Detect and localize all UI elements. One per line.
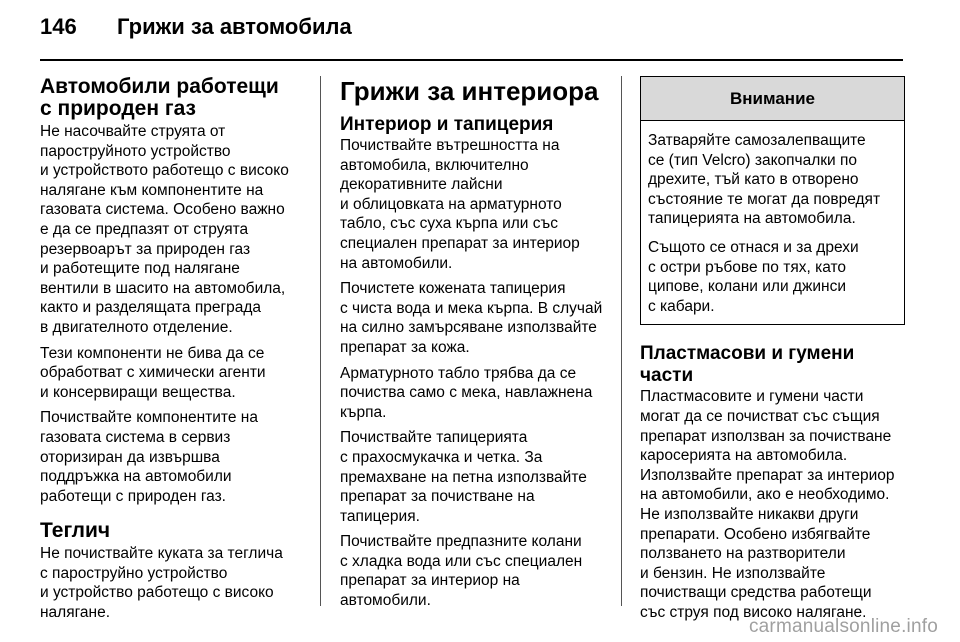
section-heading-natural-gas: Автомобили работещи с природен газ — [40, 75, 279, 120]
section-heading-interior-care: Грижи за интериора — [340, 76, 599, 106]
caution-title: Внимание — [641, 77, 904, 121]
section-heading-plastic-rubber: Пластмасови и гумени части — [640, 343, 855, 387]
header-rule — [40, 59, 903, 61]
caution-body — [641, 121, 904, 324]
paragraph: Същото се отнася и за дрехи с остри ръбове по тях, като ципове, колани или джинси с кабари. — [648, 238, 859, 315]
paragraph: Не насочвайте струята от пароструйното устройство и устройството работещо с високо налягане към компонентите на газовата система. Особено важно е да се предпазят от струята резервоарът за природен газ и работещите под налягане вентили в шасито на автомобила, както и разделящата преграда в двигателното отделение. — [40, 123, 289, 336]
paragraph: Почиствайте компонентите на газовата система в сервиз оторизиран да извършва поддръжка на автомобили работещи с природен газ. — [40, 409, 258, 505]
page-title: Грижи за автомобила — [117, 14, 352, 39]
paragraph: Почиствайте предпазните колани с хладка вода или със специален препарат за интериор на автомобили. — [340, 533, 583, 610]
column-middle — [340, 76, 606, 617]
paragraph: Почистете кожената тапицерия с чиста вода и мека кърпа. В случай на силно замърсяване използвайте препарат за кожа. — [340, 280, 603, 356]
paragraph: Не почиствайте куката за теглича с пароструйно устройство и устройство работещо с високо налягане. — [40, 545, 283, 622]
page-number: 146 — [40, 14, 77, 39]
paragraph: Арматурното табло трябва да се почиства само с мека, навлажнена кърпа. — [340, 364, 593, 421]
caution-box — [640, 76, 905, 325]
paragraph: Тези компоненти не бива да се обработват с химически агенти и консервиращи вещества. — [40, 344, 266, 401]
section-heading-towbar: Теглич — [40, 519, 111, 543]
column-right — [640, 76, 905, 628]
paragraph: Затваряйте самозалепващите се (тип Velcro) закопчалки по дрехите, тъй като в отворено състояние те могат да повредят тапицерията на автомобила. — [648, 132, 881, 228]
subheading-interior-upholstery: Интериор и тапицерия — [340, 114, 554, 135]
page-header — [40, 14, 352, 52]
paragraph: Пластмасовите и гумени части могат да се почистват със същия препарат използван за почистване каросерията на автомобила. Използвайте препарат за интериор на автомобили, ако е необходимо. Не използвайте никакви други препарати. Особено избягвайте ползването на разтворители и бензин. Не използвайте почистващи средства работещи със струя под високо налягане. — [640, 388, 895, 621]
paragraph: Почиствайте вътрешността на автомобила, включително декоративните лайсни и облицовката на арматурното табло, със суха кърпа или със специален препарат за интериор на автомобили. — [340, 137, 580, 272]
column-divider — [621, 76, 622, 606]
paragraph: Почиствайте тапицерията с прахосмукачка и четка. За премахване на петна използвайте препарат за почистване на тапицерия. — [340, 429, 587, 525]
column-left — [40, 76, 302, 629]
column-divider — [320, 76, 321, 606]
watermark: carmanualsonline.info — [748, 616, 938, 637]
